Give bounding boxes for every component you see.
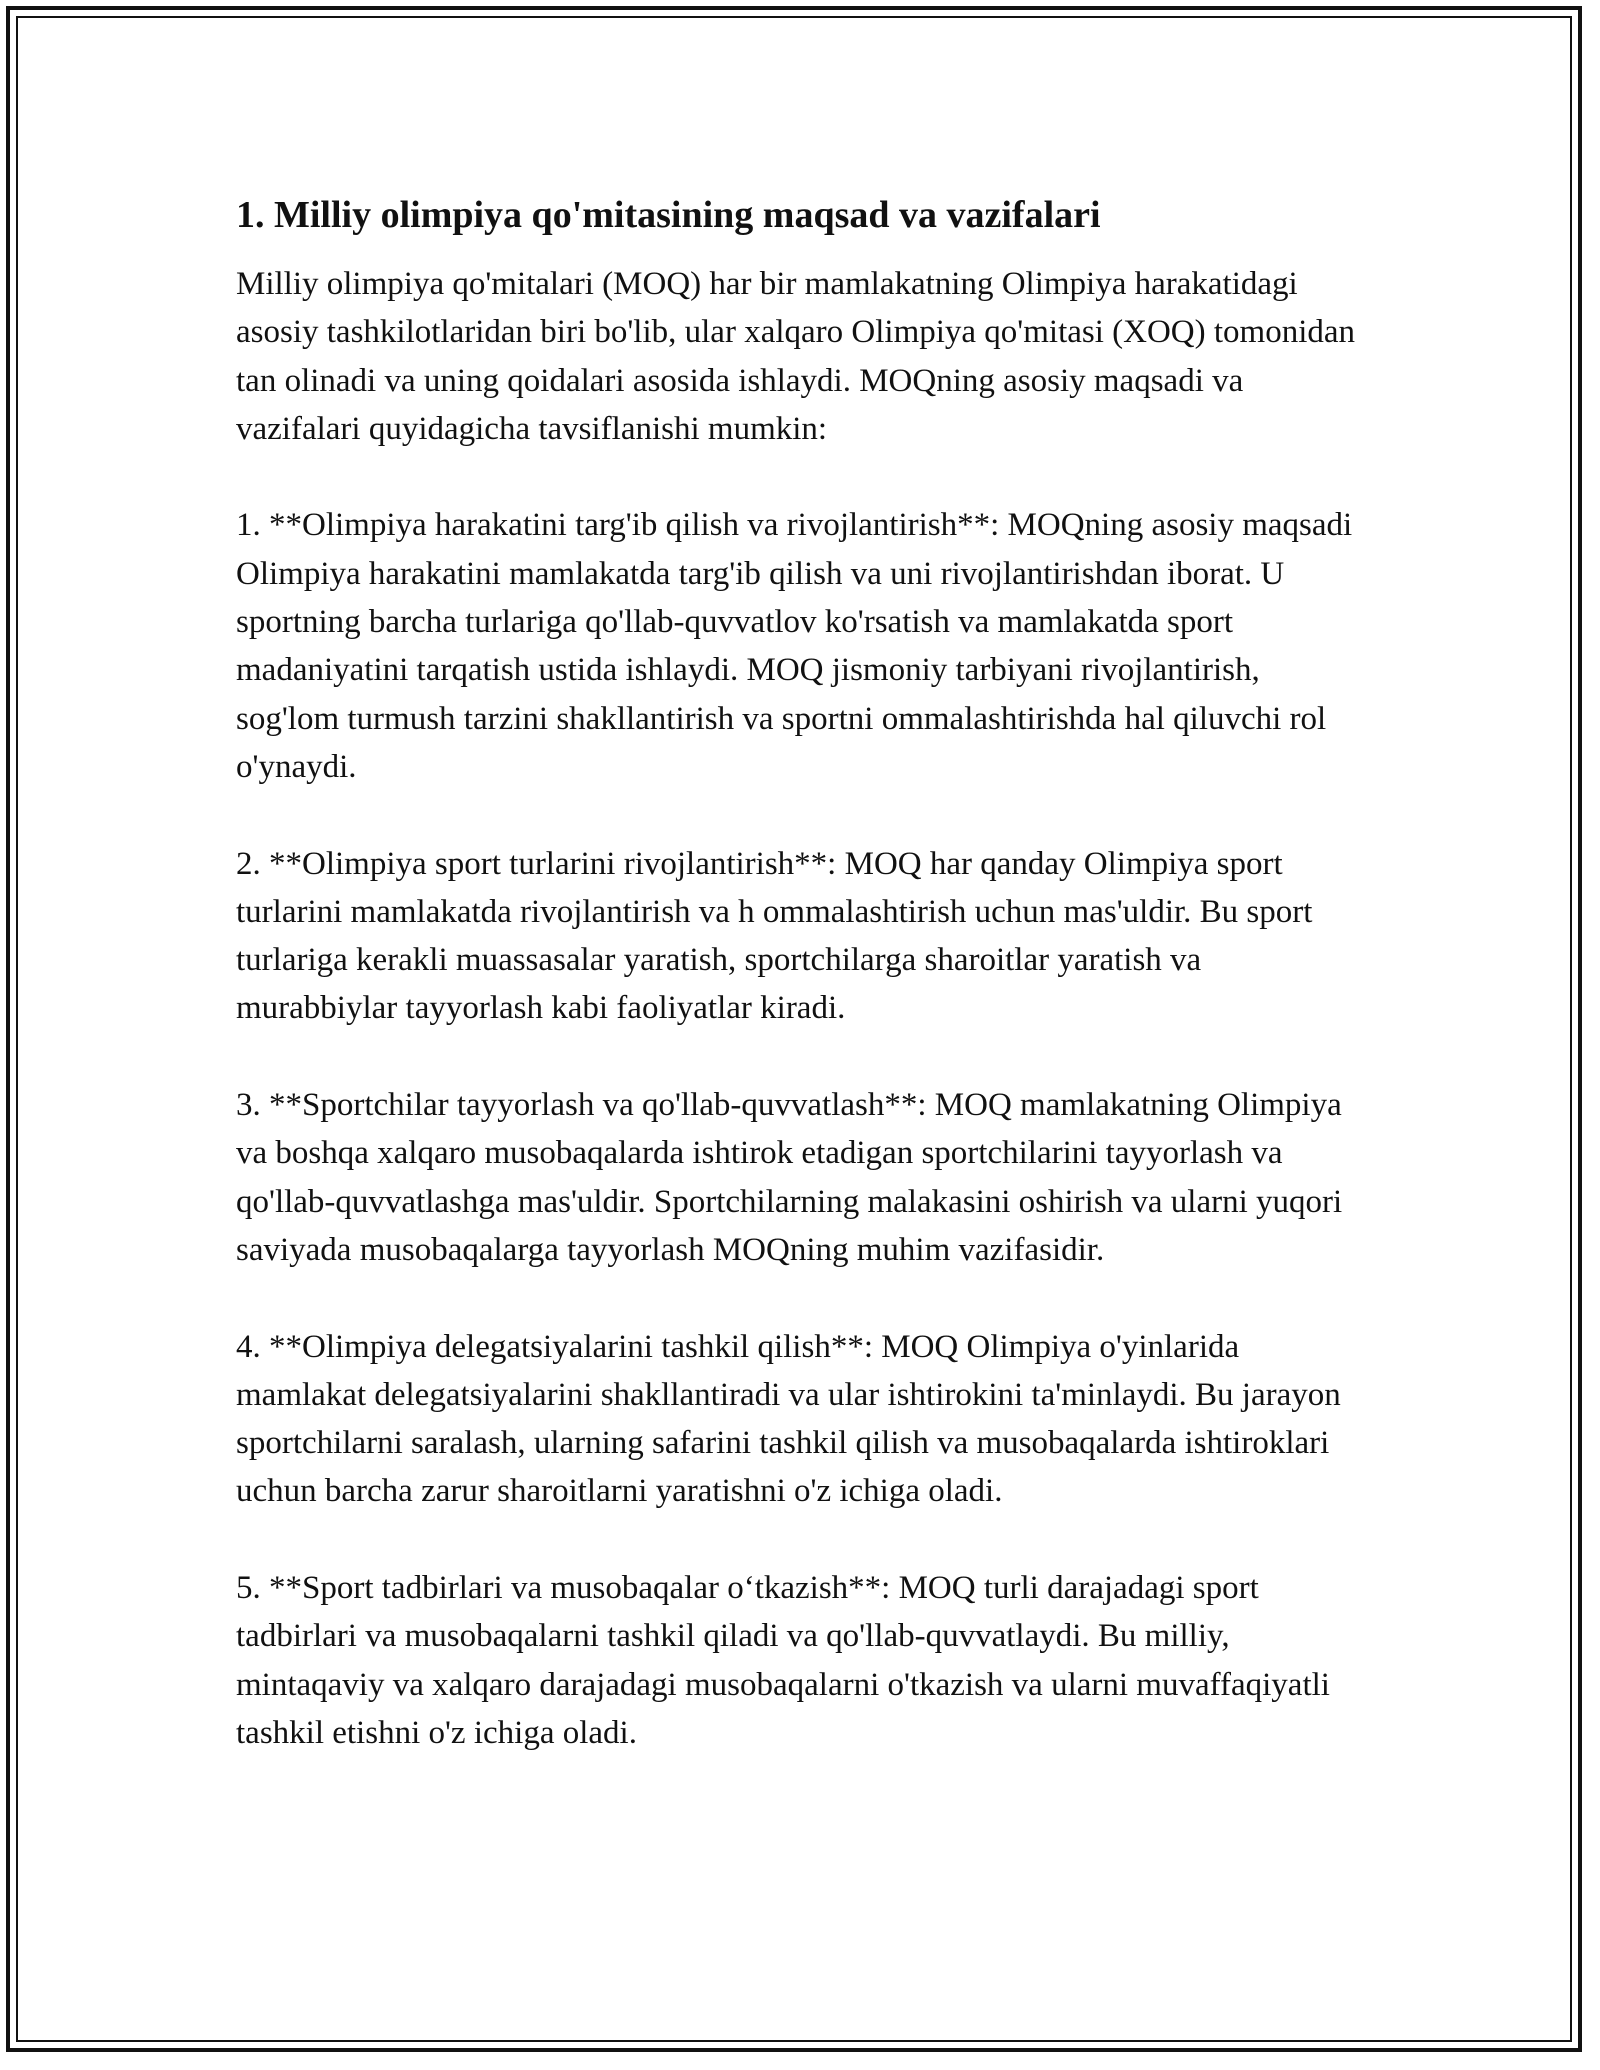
list-item-5: 5. **Sport tadbirlari va musobaqalar o‘tkazish**: MOQ turli darajadagi sport tadbirlari va musobaqalarni tashkil qiladi va qo'llab-quvvatlaydi. Bu milliy, mintaqaviy va xalqaro darajadagi musobaqalarni o'tkazish va ularni muvaffaqiyatli tashkil etishni o'z ichiga oladi. [236,1570,1330,1751]
section-heading: 1. Milliy olimpiya qo'mitasining maqsad va vazifalari [236,194,1101,236]
list-item-1: 1. **Olimpiya harakatini targ'ib qilish va rivojlantirish**: MOQning asosiy maqsadi Olimpiya harakatini mamlakatda targ'ib qilish va uni rivojlantirishdan iborat. U sportning barcha turlariga qo'llab-quvvatlov ko'rsatish va mamlakatda sport madaniyatini tarqatish ustida ishlaydi. MOQ jismoniy tarbiyani rivojlantirish, sog'lom turmush tarzini shakllantirish va sportni ommalashtirishda hal qiluvchi rol o'ynaydi. [236,507,1353,785]
list-item-4: 4. **Olimpiya delegatsiyalarini tashkil qilish**: MOQ Olimpiya o'yinlarida mamlakat delegatsiyalarini shakllantiradi va ular ishtirokini ta'minlaydi. Bu jarayon sportchilarni saralash, ularning safarini tashkil qilish va musobaqalarda ishtiroklari uchun barcha zarur sharoitlarni yaratishni o'z ichiga oladi. [236,1328,1341,1510]
intro-paragraph: Milliy olimpiya qo'mitalari (MOQ) har bir mamlakatning Olimpiya harakatidagi asosiy tashkilotlaridan biri bo'lib, ular xalqaro Olimpiya qo'mitasi (XOQ) tomonidan tan olinadi va uning qoidalari asosida ishlaydi. MOQning asosiy maqsadi va vazifalari quyidagicha tavsiflanishi mumkin: [236,266,1356,447]
document-body [236,190,1366,1806]
list-item-3: 3. **Sportchilar tayyorlash va qo'llab-quvvatlash**: MOQ mamlakatning Olimpiya va boshqa xalqaro musobaqalarda ishtirok etadigan sportchilarini tayyorlash va qo'llab-quvvatlashga mas'uldir. Sportchilarning malakasini oshirish va ularni yuqori saviyada musobaqalarga tayyorlash MOQning muhim vazifasidir. [236,1087,1343,1268]
list-item-2: 2. **Olimpiya sport turlarini rivojlantirish**: MOQ har qanday Olimpiya sport turlarini mamlakatda rivojlantirish va h ommalashtirish uchun mas'uldir. Bu sport turlariga kerakli muassasalar yaratish, sportchilarga sharoitlar yaratish va murabbiylar tayyorlash kabi faoliyatlar kiradi. [236,845,1313,1027]
